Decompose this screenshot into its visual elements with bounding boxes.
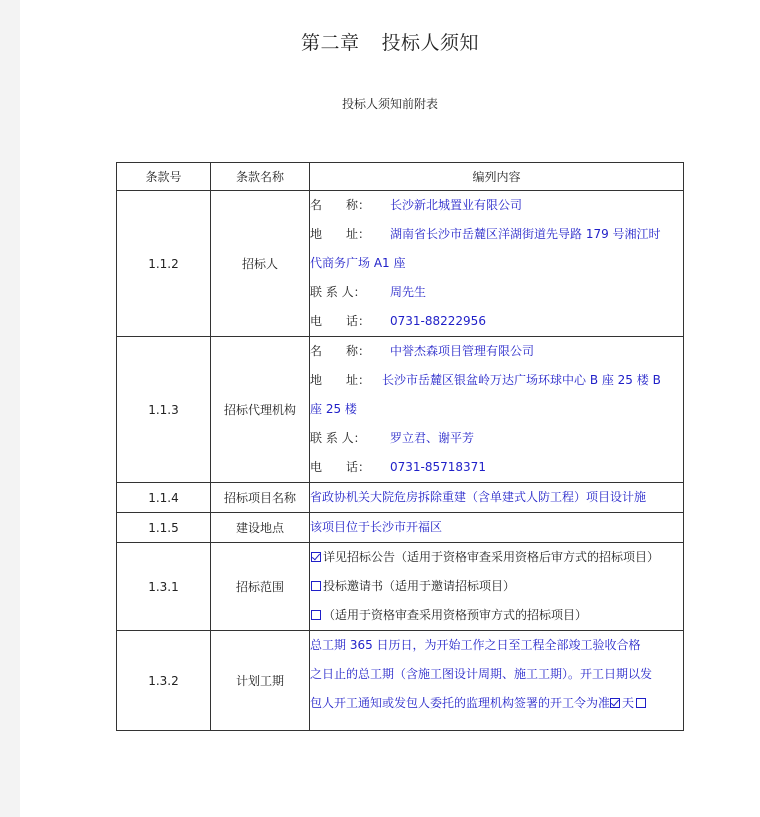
period-line-2: 之日止的总工期（含施工图设计周期、施工工期）。开工日期以发 xyxy=(310,667,653,681)
clause-number: 1.1.4 xyxy=(117,483,211,513)
table-row xyxy=(117,631,684,731)
table-caption: 投标人须知前附表 xyxy=(341,97,438,111)
unchecked-box-icon xyxy=(636,698,646,708)
field-label: 联 系 人： xyxy=(310,431,366,445)
tenderer-contact: 周先生 xyxy=(390,285,427,299)
header-clause-name: 条款名称 xyxy=(211,163,310,191)
clause-content xyxy=(310,543,684,631)
unchecked-box-icon xyxy=(311,581,321,591)
clause-content xyxy=(310,513,684,543)
agency-name: 中誉杰森项目管理有限公司 xyxy=(390,344,535,358)
front-table xyxy=(116,162,684,731)
table-row xyxy=(117,191,684,337)
clause-content xyxy=(310,191,684,337)
header-content: 编列内容 xyxy=(310,163,684,191)
field-label: 地 址： xyxy=(310,227,371,241)
clause-name: 招标代理机构 xyxy=(211,337,310,483)
clause-name: 招标人 xyxy=(211,191,310,337)
agency-address: 长沙市岳麓区银盆岭万达广场环球中心 B 座 25 楼 B xyxy=(382,373,661,387)
period-day-unit: 天 xyxy=(622,696,635,710)
tenderer-address-cont: 代商务广场 A1 座 xyxy=(310,256,406,270)
period-line-3: 包人开工通知或发包人委托的监理机构签署的开工令为准 xyxy=(310,696,611,710)
tenderer-address: 湖南省长沙市岳麓区洋湖街道先导路 179 号湘江时 xyxy=(390,227,661,241)
clause-number: 1.1.3 xyxy=(117,337,211,483)
clause-number: 1.3.2 xyxy=(117,631,211,731)
field-label: 地 址： xyxy=(310,373,371,387)
agency-phone: 0731-85718371 xyxy=(390,460,486,474)
field-label: 电 话： xyxy=(310,314,371,328)
field-label: 名 称： xyxy=(310,198,371,212)
clause-number: 1.3.1 xyxy=(117,543,211,631)
chapter-number: 第二章 xyxy=(300,32,360,54)
clause-content xyxy=(310,483,684,513)
chapter-name: 投标人须知 xyxy=(381,32,480,54)
table-header-row xyxy=(117,163,684,191)
clause-content xyxy=(310,337,684,483)
checked-box-icon xyxy=(610,698,620,708)
scope-option-3: （适用于资格审查采用资格预审方式的招标项目） xyxy=(323,608,588,622)
chapter-title xyxy=(20,28,760,55)
clause-name: 招标项目名称 xyxy=(211,483,310,513)
clause-number: 1.1.2 xyxy=(117,191,211,337)
clause-name: 计划工期 xyxy=(211,631,310,731)
tenderer-phone: 0731-88222956 xyxy=(390,314,486,328)
period-line-1: 总工期 365 日历日，为开始工作之日至工程全部竣工验收合格 xyxy=(310,638,641,652)
field-label: 电 话： xyxy=(310,460,371,474)
clause-name: 招标范围 xyxy=(211,543,310,631)
agency-address-cont: 座 25 楼 xyxy=(310,402,357,416)
table-row xyxy=(117,337,684,483)
field-label: 名 称： xyxy=(310,344,371,358)
clause-name: 建设地点 xyxy=(211,513,310,543)
agency-contact: 罗立君、谢平芳 xyxy=(390,431,475,445)
table-row xyxy=(117,483,684,513)
scope-option-2: 投标邀请书（适用于邀请招标项目） xyxy=(323,579,516,593)
field-label: 联 系 人： xyxy=(310,285,366,299)
unchecked-box-icon xyxy=(311,610,321,620)
clause-content xyxy=(310,631,684,731)
checked-box-icon xyxy=(311,552,321,562)
construction-site: 该项目位于长沙市开福区 xyxy=(310,520,443,534)
scope-option-1: 详见招标公告（适用于资格审查采用资格后审方式的招标项目） xyxy=(323,550,660,564)
table-row xyxy=(117,543,684,631)
project-name: 省政协机关大院危房拆除重建（含单建式人防工程）项目设计施 xyxy=(310,490,647,504)
table-row xyxy=(117,513,684,543)
clause-number: 1.1.5 xyxy=(117,513,211,543)
header-clause-number: 条款号 xyxy=(117,163,211,191)
document-page xyxy=(20,0,760,817)
tenderer-name: 长沙新北城置业有限公司 xyxy=(390,198,523,212)
